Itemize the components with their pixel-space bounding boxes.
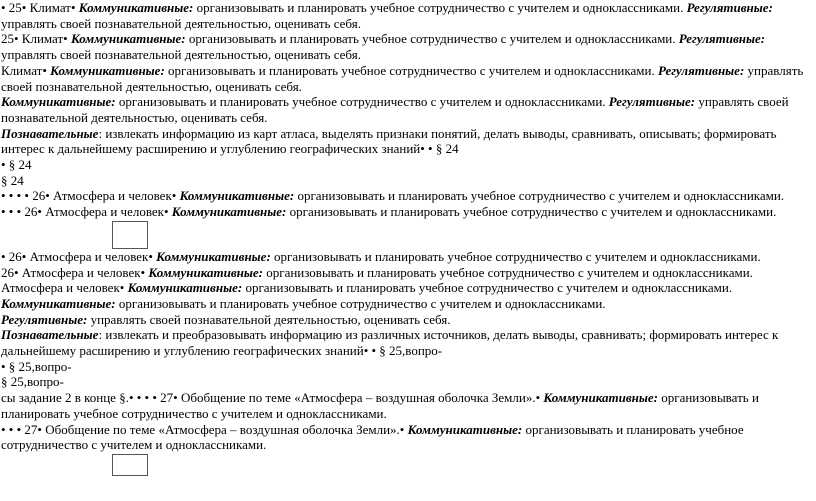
text-run: организовывать и планировать учебное сотрудничество с учителем и одноклассниками. — [115, 94, 609, 110]
text-run: организовывать и планировать учебное сотрудничество с учителем и одноклассниками. — [115, 295, 606, 311]
bold-italic-label: Коммуникативные: — [156, 248, 271, 264]
text-run: управлять своей познавательной деятельностью, оценивать себя. — [1, 62, 804, 94]
text-run: организовывать и планировать учебное сотрудничество с учителем и одноклассниками. — [270, 248, 761, 264]
bold-italic-label: Регулятивные: — [686, 0, 773, 15]
text-run: § 24 — [1, 172, 24, 188]
paragraph-2 — [1, 31, 813, 62]
paragraph-18 — [1, 390, 813, 421]
paragraph-7 — [1, 173, 813, 189]
bold-italic-label: Регулятивные: — [608, 94, 696, 110]
bold-italic-label: Познавательные — [1, 327, 99, 343]
paragraph-4 — [1, 94, 813, 125]
paragraph-19 — [1, 422, 813, 453]
empty-frame-box — [112, 221, 148, 249]
text-run: • • • 27• Обобщение по теме «Атмосфера – воздушная оболочка Земли».• — [1, 421, 408, 437]
bold-italic-label: Коммуникативные: — [1, 295, 116, 311]
text-run: организовывать и планировать учебное сотрудничество с учителем и одноклассниками. — [262, 264, 753, 280]
text-run: • § 24 — [1, 157, 32, 173]
bold-italic-label: Коммуникативные: — [127, 280, 243, 296]
bold-italic-label: Коммуникативные: — [179, 188, 295, 204]
bold-italic-label: Коммуникативные: — [543, 390, 658, 406]
text-run: Климат• — [1, 62, 51, 78]
paragraph-6 — [1, 157, 813, 173]
paragraph-17 — [1, 374, 813, 390]
text-run: § 25,вопро- — [1, 374, 64, 390]
text-run: организовывать и планировать учебное сотрудничество с учителем и одноклассниками. — [294, 188, 785, 204]
text-run: организовывать и планировать учебное сотрудничество с учителем и одноклассниками. — [1, 421, 744, 453]
text-run: организовывать и планировать учебное сотрудничество с учителем и одноклассниками. — [193, 0, 687, 15]
text-run: • • • • 26• Атмосфера и человек• — [1, 188, 180, 204]
bold-italic-label: Коммуникативные: — [70, 31, 186, 47]
text-run: : извлекать и преобразовывать информацию из различных источников, делать выводы, сравнивать; формировать интерес к дальнейшему расширению и углублению географических знаний• • § 25,вопро- — [1, 327, 779, 359]
text-run: управлять своей познавательной деятельностью, оценивать себя. — [1, 15, 361, 31]
text-run: • § 25,вопро- — [1, 358, 72, 374]
bold-italic-label: Познавательные — [1, 125, 99, 141]
text-run: организовывать и планировать учебное сотрудничество с учителем и одноклассниками. — [1, 390, 759, 421]
paragraph-11 — [1, 265, 813, 281]
bold-italic-label: Регулятивные: — [657, 62, 745, 78]
bold-italic-label: Коммуникативные: — [148, 264, 263, 280]
text-run: Атмосфера и человек• — [1, 280, 128, 296]
bold-italic-label: Регулятивные: — [1, 311, 88, 327]
paragraph-3 — [1, 63, 813, 94]
paragraph-15 — [1, 327, 813, 358]
bold-italic-label: Коммуникативные: — [78, 0, 194, 15]
bold-italic-label: Регулятивные: — [678, 31, 766, 47]
text-run: : извлекать информацию из карт атласа, выделять признаки понятий, делать выводы, сравнивать, описывать; формировать интерес к дальнейшему расширению и углублению географических знаний• • § 24 — [1, 125, 777, 157]
bold-italic-label: Коммуникативные: — [407, 421, 523, 437]
text-run: организовывать и планировать учебное сотрудничество с учителем и одноклассниками. — [286, 204, 777, 220]
paragraph-1 — [1, 0, 813, 31]
text-run: организовывать и планировать учебное сотрудничество с учителем и одноклассниками. — [242, 280, 733, 296]
paragraph-9 — [1, 204, 813, 220]
paragraph-10 — [1, 249, 813, 265]
paragraph-5 — [1, 126, 813, 157]
empty-frame-box-bottom — [112, 454, 148, 476]
paragraph-16 — [1, 359, 813, 375]
text-run: • 25• Климат• — [1, 0, 79, 15]
paragraph-14 — [1, 312, 813, 328]
text-run: организовывать и планировать учебное сотрудничество с учителем и одноклассниками. — [164, 62, 658, 78]
bold-italic-label: Коммуникативные: — [1, 94, 116, 110]
paragraph-8 — [1, 188, 813, 204]
text-run: сы задание 2 в конце §.• • • • 27• Обобщение по теме «Атмосфера – воздушная оболочка Земли».• — [1, 390, 544, 406]
text-run: • • • 26• Атмосфера и человек• — [1, 204, 172, 220]
text-run: управлять своей познавательной деятельностью, оценивать себя. — [1, 94, 789, 125]
paragraph-13 — [1, 296, 813, 312]
document-text — [1, 0, 813, 476]
text-run: • 26• Атмосфера и человек• — [1, 248, 157, 264]
bold-italic-label: Коммуникативные: — [171, 204, 287, 220]
bold-italic-label: Коммуникативные: — [50, 62, 165, 78]
text-run: управлять своей познавательной деятельностью, оценивать себя. — [1, 47, 361, 63]
text-run: управлять своей познавательной деятельностью, оценивать себя. — [87, 311, 451, 327]
text-run: 25• Климат• — [1, 31, 71, 47]
paragraph-12 — [1, 280, 813, 296]
text-run: 26• Атмосфера и человек• — [1, 264, 149, 280]
text-run: организовывать и планировать учебное сотрудничество с учителем и одноклассниками. — [185, 31, 679, 47]
